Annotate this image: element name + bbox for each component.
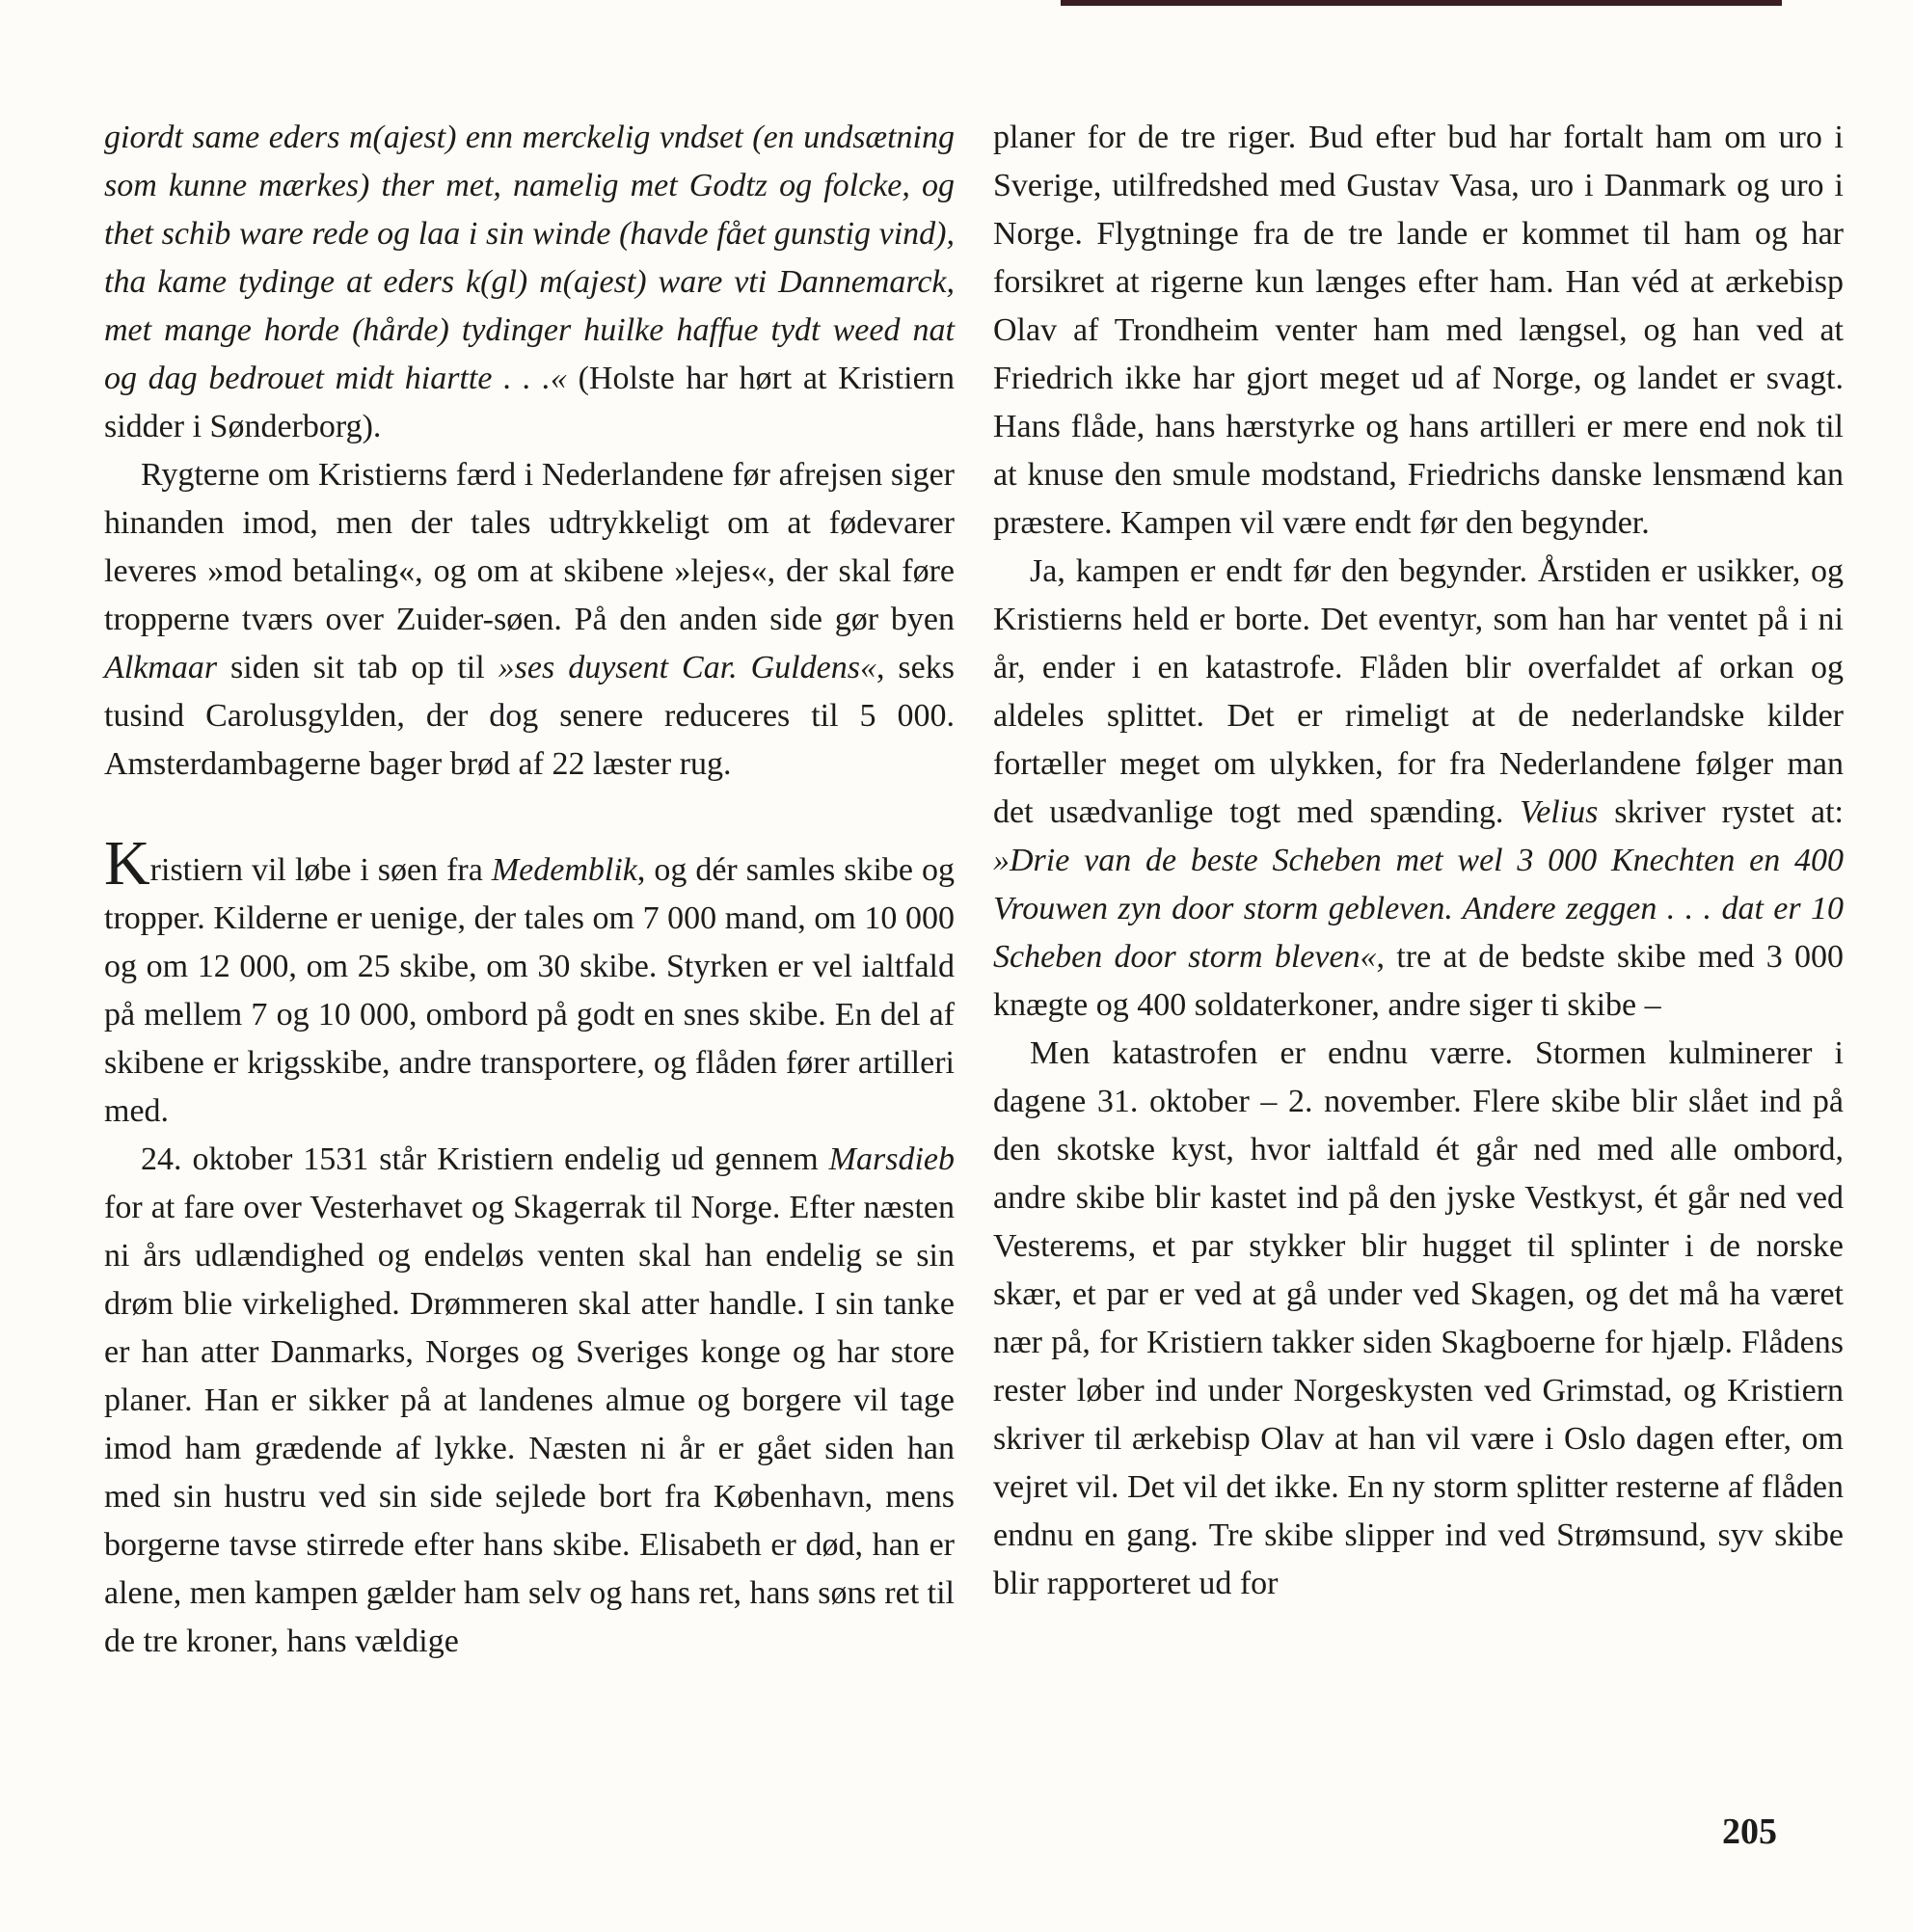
paragraph-storm: Ja, kampen er endt før den begynder. Årstiden er usikker, og Kristierns held er borte. Det eventyr, som han har ventet på i ni år, ender i en katastrofe. Flåden blir overfaldet af orkan og aldeles splittet. Det er rimeligt at de nederlandske kilder fortæller meget om ulykken, for fra Nederlandene følger man det usædvanlige togt med spænding. Velius skriver rystet at: »Drie van de beste Scheben met wel 3 000 Knechten en 400 Vrouwen zyn door storm gebleven. Andere zeggen . . . dat er 10 Scheben door storm bleven«, tre at de bedste skibe med 3 000 knægte og 400 soldaterkoner, andre siger ti skibe – [993, 553, 1844, 1023]
paragraph-plans: planer for de tre riger. Bud efter bud har fortalt ham om uro i Sverige, utilfredshed med Gustav Vasa, uro i Danmark og uro i Norge. Flygtninge fra de tre lande er kommet til ham og har forsikret at rigerne kun længes efter ham. Han véd at ærkebisp Olav af Trondheim venter ham med længsel, og han ved at Friedrich ikke har gjort meget ud af Norge, og landet er svagt. Hans flåde, hans hærstyrke og hans artilleri er mere end nok til at knuse den smule modstand, Friedrichs danske lensmænd kan præstere. Kampen vil være endt før den begynder. [993, 120, 1844, 541]
paragraph-catastrophe: Men katastrofen er endnu værre. Stormen kulminerer i dagene 31. oktober – 2. november. Flere skibe blir slået ind på den skotske kyst, hvor ialtfald ét går ned med alle ombord, andre skibe blir kastet ind på den jyske Vestkyst, ét går ned ved Vesterems, et par stykker blir hugget til splinter i de norske skær, et par er ved at gå under ved Skagen, og det må ha været nær på, for Kristiern takker siden Skagboerne for hjælp. Flådens rester løber ind under Norgeskysten ved Grimstad, og Kristiern skriver til ærkebisp Olav at han vil være i Oslo dagen efter, om vejret vil. Det vil det ikke. En ny storm splitter resterne af flåden endnu en gang. Tre skibe slipper ind ved Strømsund, syv skibe blir rapporteret ud for [993, 1035, 1844, 1601]
page-number: 205 [1722, 1811, 1777, 1852]
drop-cap: K [104, 828, 150, 899]
paragraph-section-start: Kristiern vil løbe i søen fra Medemblik, og dér samles skibe og tropper. Kilderne er uenige, der tales om 7 000 mand, om 10 000 og om 12 000, om 25 skibe, om 30 skibe. Styrken er vel ialtfald på mellem 7 og 10 000, ombord på godt en snes skibe. En del af skibene er krigsskibe, andre transportere, og flåden fører artilleri med. [104, 828, 955, 1129]
paragraph-departure: 24. oktober 1531 står Kristiern endelig ud gennem Marsdieb for at fare over Vesterhavet og Skagerrak til Norge. Efter næsten ni års udlændighed og endeløs venten skal han endelig se sin drøm blie virkelighed. Drømmeren skal atter handle. I sin tanke er han atter Danmarks, Norges og Sveriges konge og har store planer. Han er sikker på at landenes almue og borgere vil tage imod ham grædende af lykke. Næsten ni år er gået siden han med sin hustru ved sin side sejlede bort fra København, mens borgerne tavse stirrede efter hans skibe. Elisabeth er død, han er alene, men kampen gælder ham selv og hans ret, hans søns ret til de tre kroner, hans vældige [104, 1141, 955, 1659]
paragraph-rumors: Rygterne om Kristierns færd i Nederlandene før afrejsen siger hinanden imod, men der tales udtrykkeligt om at fødevarer leveres »mod betaling«, og om at skibene »lejes«, der skal føre tropperne tværs over Zuider-søen. På den anden side gør byen Alkmaar siden sit tab op til »ses duysent Car. Guldens«, seks tusind Carolusgylden, der dog senere reduceres til 5 000. Amsterdambagerne bager brød af 22 læster rug. [104, 457, 955, 782]
left-column [104, 114, 955, 1666]
italic-quote: giordt same eders m(ajest) enn merckelig vndset (en undsætning som kunne mærkes) ther met, namelig met Godtz og folcke, og thet schib ware rede og laa i sin winde (havde fået gunstig vind), tha kame tydinge at eders k(gl) m(ajest) ware vti Dannemarck, met mange horde (hårde) tydinger huilke haffue tydt weed nat og dag bedrouet midt hiartte . . .« [104, 120, 955, 396]
right-column [993, 114, 1844, 1608]
paragraph-letter-quote: giordt same eders m(ajest) enn merckelig vndset (en undsætning som kunne mærkes) ther met, namelig met Godtz og folcke, og thet schib ware rede og laa i sin winde (havde fået gunstig vind), tha kame tydinge at eders k(gl) m(ajest) ware vti Dannemarck, met mange horde (hårde) tydinger huilke haffue tydt weed nat og dag bedrouet midt hiartte . . .« (Holste har hørt at Kristiern sidder i Sønderborg). [104, 120, 955, 444]
top-decorative-rule [1061, 0, 1782, 6]
